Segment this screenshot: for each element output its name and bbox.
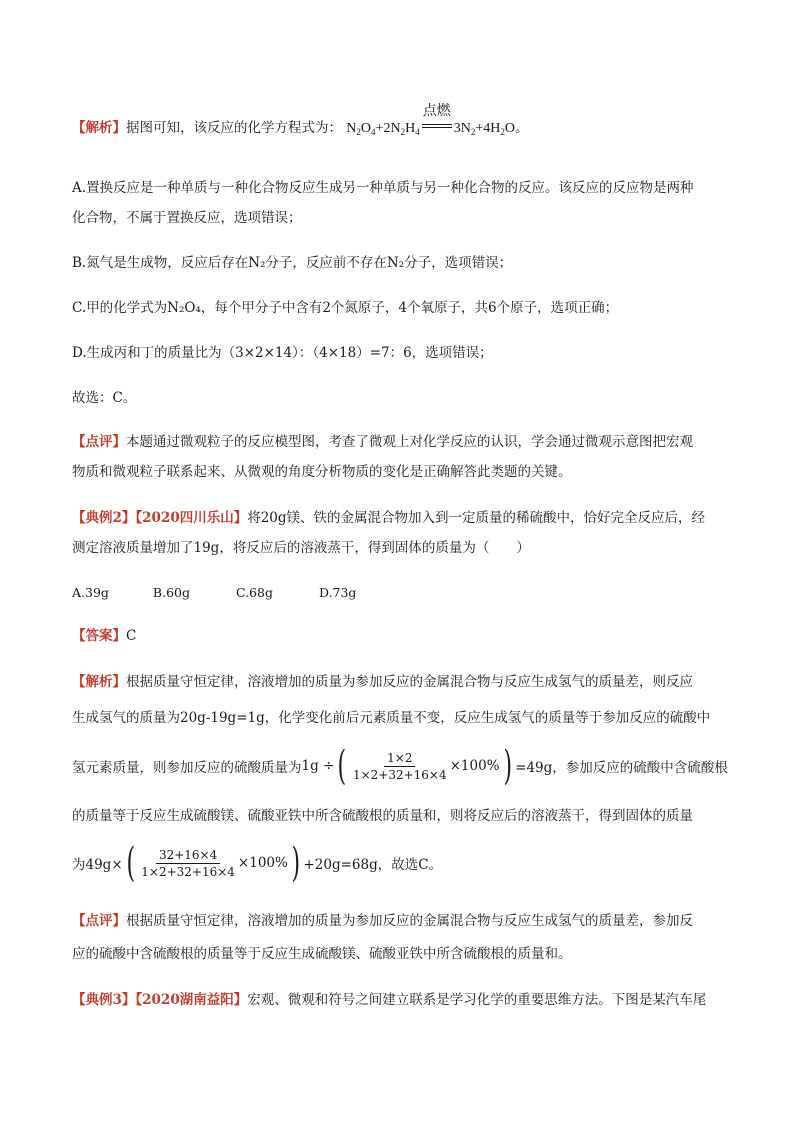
right-paren: ) xyxy=(503,743,512,789)
option-d: D.生成丙和丁的质量比为（3×2×14）：（4×18）=7：6，选项错误； xyxy=(72,345,493,361)
analysis-tag: 【解析】 xyxy=(72,120,126,136)
choose-answer: 故选：C。 xyxy=(72,390,137,406)
answer-value: C xyxy=(126,628,137,644)
formula2-fraction: $\frac{32+16\times 4}{1\times 2+32+16\times 4}$ xyxy=(141,847,235,879)
left-paren: ( xyxy=(337,743,347,789)
example2-line1 xyxy=(72,508,705,528)
example2-text1: 将20g镁、铁的金属混合物加入到一定质量的稀硫酸中，恰好完全反应后，经 xyxy=(247,510,706,526)
left-paren-2: ( xyxy=(126,840,135,886)
analysis2-line1 xyxy=(72,672,693,692)
equation-end: 。 xyxy=(514,120,529,136)
formula1-fraction: $\frac{1\times 2}{1\times 2+32+16\times 4}$ xyxy=(352,750,447,782)
comment1-line1 xyxy=(72,432,693,452)
formula2-result: +20g=68g，故选C。 xyxy=(303,857,443,873)
analysis-lead: 据图可知，该反应的化学方程式为： xyxy=(126,120,342,136)
comment1-line2: 物质和微观粒子联系起来、从微观的角度分析物质的变化是正确解答此类题的关键。 xyxy=(72,464,572,480)
option-a-line1: A.置换反应是一种单质与一种化合物反应生成另一种单质与另一种化合物的反应。该反应的反应物是两种 xyxy=(72,180,694,196)
analysis2-line2: 生成氢气的质量为20g-19g=1g，化学变化前后元素质量不变，反应生成氢气的质量等于参加反应的硫酸中 xyxy=(72,710,711,726)
comment-tag: 【点评】 xyxy=(72,434,126,450)
option-c: C.甲的化学式为N₂O₄，每个甲分子中含有2个氮原子，4个氧原子，共6个原子，选项正确； xyxy=(72,300,619,316)
example3-text1: 宏观、微观和符号之间建立联系是学习化学的重要思维方法。下图是某汽车尾 xyxy=(247,992,707,1008)
formula2-prefix: 为49g× xyxy=(72,857,123,873)
analysis2-formula2-line xyxy=(72,840,443,886)
chemical-equation: $N_2O_4+2N_2H_4$ 点燃 $3N_2+4H_2O$ xyxy=(346,103,515,137)
comment2-text1: 根据质量守恒定律，溶液增加的质量为参加反应的金属混合物与反应生成氢气的质量差，参加反 xyxy=(126,913,693,929)
example2-choices xyxy=(72,583,356,603)
example2-line2: 测定溶液质量增加了19g，将反应后的溶液蒸干，得到固体的质量为（ ） xyxy=(72,540,530,556)
answer-tag: 【答案】 xyxy=(72,628,126,644)
reaction-condition: 点燃 xyxy=(422,118,452,138)
analysis2-line4: 的质量等于反应生成硫酸镁、硫酸亚铁中所含硫酸根的质量和，则将反应后的溶液蒸干，得到固体的质量 xyxy=(72,808,693,824)
analysis2-formula1-line xyxy=(72,743,728,789)
choice-b: B.60g xyxy=(152,585,190,600)
analysis2-tag: 【解析】 xyxy=(72,674,126,690)
answer2-line xyxy=(72,626,136,646)
formula1-suffix: ×100% xyxy=(449,758,500,774)
option-b: B.氮气是生成物，反应后存在N₂分子，反应前不存在N₂分子，选项错误； xyxy=(72,255,513,271)
analysis-equation-line xyxy=(72,103,529,142)
example3-line1 xyxy=(72,990,706,1010)
comment2-tag: 【点评】 xyxy=(72,913,126,929)
formula1-prefix: 1g ÷ xyxy=(301,758,335,774)
choice-c: C.68g xyxy=(235,585,273,600)
formula1-result: =49g，参加反应的硫酸中含硫酸根 xyxy=(515,760,728,776)
formula2-suffix: ×100% xyxy=(237,855,288,871)
example2-tag: 【典例2】【2020四川乐山】 xyxy=(72,510,248,526)
choice-a: A.39g xyxy=(72,585,109,600)
option-a-line2: 化合物，不属于置换反应，选项错误； xyxy=(72,210,302,226)
comment2-line2: 应的硫酸中含硫酸根的质量等于反应生成硫酸镁、硫酸亚铁中所含硫酸根的质量和。 xyxy=(72,946,572,962)
choice-d: D.73g xyxy=(318,585,357,600)
analysis2-text3: 氢元素质量，则参加反应的硫酸质量为 xyxy=(72,760,302,776)
right-paren-2: ) xyxy=(291,840,300,886)
example3-tag: 【典例3】【2020湖南益阳】 xyxy=(72,992,248,1008)
analysis2-text1: 根据质量守恒定律，溶液增加的质量为参加反应的金属混合物与反应生成氢气的质量差，则反应 xyxy=(126,674,693,690)
comment1-text1: 本题通过微观粒子的反应模型图，考查了微观上对化学反应的认识，学会通过微观示意图把宏观 xyxy=(126,434,693,450)
comment2-line1 xyxy=(72,911,693,931)
